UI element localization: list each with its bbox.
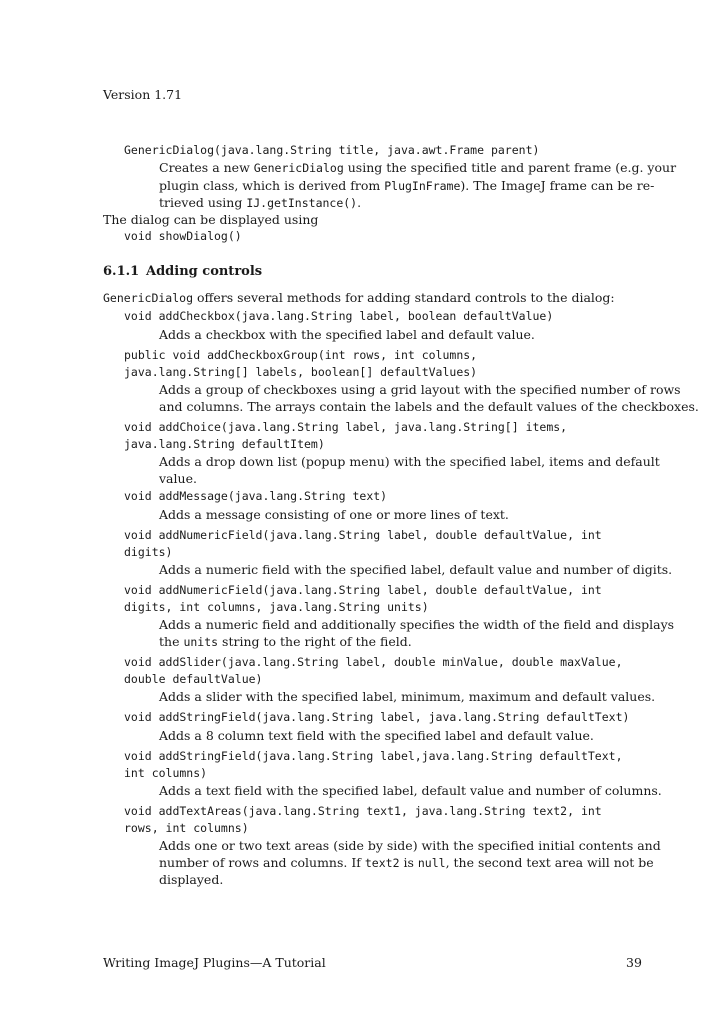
running-header: Version 1.71 [103, 87, 183, 102]
footer-title: Writing ImageJ Plugins—A Tutorial [103, 955, 326, 970]
method-description-cont: number of rows and columns. If text2 is null, the second text area will not be [159, 855, 654, 870]
method-signature-cont: int columns) [124, 766, 208, 780]
section-title: Adding controls [146, 264, 263, 279]
method-signature: void addCheckbox(java.lang.String label, boolean defaultValue) [124, 309, 554, 323]
method-description: Adds a drop down list (popup menu) with the specified label, items and default [159, 454, 660, 469]
constructor-desc-line-3: trieved using IJ.getInstance(). [159, 195, 362, 210]
page-number: 39 [626, 955, 642, 970]
method-signature-cont: rows, int columns) [124, 821, 249, 835]
method-signature: void addChoice(java.lang.String label, java.lang.String[] items, [124, 420, 568, 434]
display-signature: void showDialog() [124, 229, 242, 243]
method-description: Adds a numeric field and additionally specifies the width of the field and displays [159, 617, 675, 632]
method-signature: void addTextAreas(java.lang.String text1, java.lang.String text2, int [124, 804, 602, 818]
method-description: Adds a numeric field with the specified label, default value and number of digits. [159, 562, 673, 577]
method-description: Adds a message consisting of one or more lines of text. [159, 507, 509, 522]
method-description: Adds a 8 column text field with the specified label and default value. [159, 728, 594, 743]
constructor-signature: GenericDialog(java.lang.String title, java.awt.Frame parent) [124, 143, 540, 157]
method-signature: void addNumericField(java.lang.String label, double defaultValue, int [124, 583, 602, 597]
method-description-cont: and columns. The arrays contain the labels and the default values of the checkboxes. [159, 399, 699, 414]
constructor-desc-line-1: Creates a new GenericDialog using the specified title and parent frame (e.g. your [159, 160, 677, 175]
method-description: Adds a text field with the specified label, default value and number of columns. [159, 783, 662, 798]
method-description: Adds one or two text areas (side by side) with the specified initial contents and [159, 838, 661, 853]
method-signature: void addStringField(java.lang.String label,java.lang.String defaultText, [124, 749, 623, 763]
display-intro: The dialog can be displayed using [103, 212, 319, 227]
method-description-cont: displayed. [159, 872, 224, 887]
method-signature-cont: java.lang.String defaultItem) [124, 437, 325, 451]
method-signature: void addSlider(java.lang.String label, double minValue, double maxValue, [124, 655, 623, 669]
method-description-cont: the units string to the right of the field. [159, 634, 412, 649]
method-description: Adds a slider with the specified label, minimum, maximum and default values. [159, 689, 656, 704]
method-signature: public void addCheckboxGroup(int rows, int columns, [124, 348, 478, 362]
section-number: 6.1.1 [103, 264, 140, 279]
constructor-desc-line-2: plugin class, which is derived from PlugInFrame). The ImageJ frame can be re- [159, 178, 655, 193]
method-description-cont: value. [159, 471, 197, 486]
method-description: Adds a group of checkboxes using a grid layout with the specified number of rows [159, 382, 681, 397]
method-signature: void addMessage(java.lang.String text) [124, 489, 388, 503]
method-signature-cont: digits, int columns, java.lang.String units) [124, 600, 429, 614]
method-signature-cont: double defaultValue) [124, 672, 263, 686]
method-description: Adds a checkbox with the specified label and default value. [159, 327, 535, 342]
method-signature-cont: java.lang.String[] labels, boolean[] defaultValues) [124, 365, 478, 379]
method-signature: void addStringField(java.lang.String label, java.lang.String defaultText) [124, 710, 630, 724]
method-signature-cont: digits) [124, 545, 173, 559]
section-intro: GenericDialog offers several methods for adding standard controls to the dialog: [103, 290, 615, 305]
method-signature: void addNumericField(java.lang.String label, double defaultValue, int [124, 528, 602, 542]
